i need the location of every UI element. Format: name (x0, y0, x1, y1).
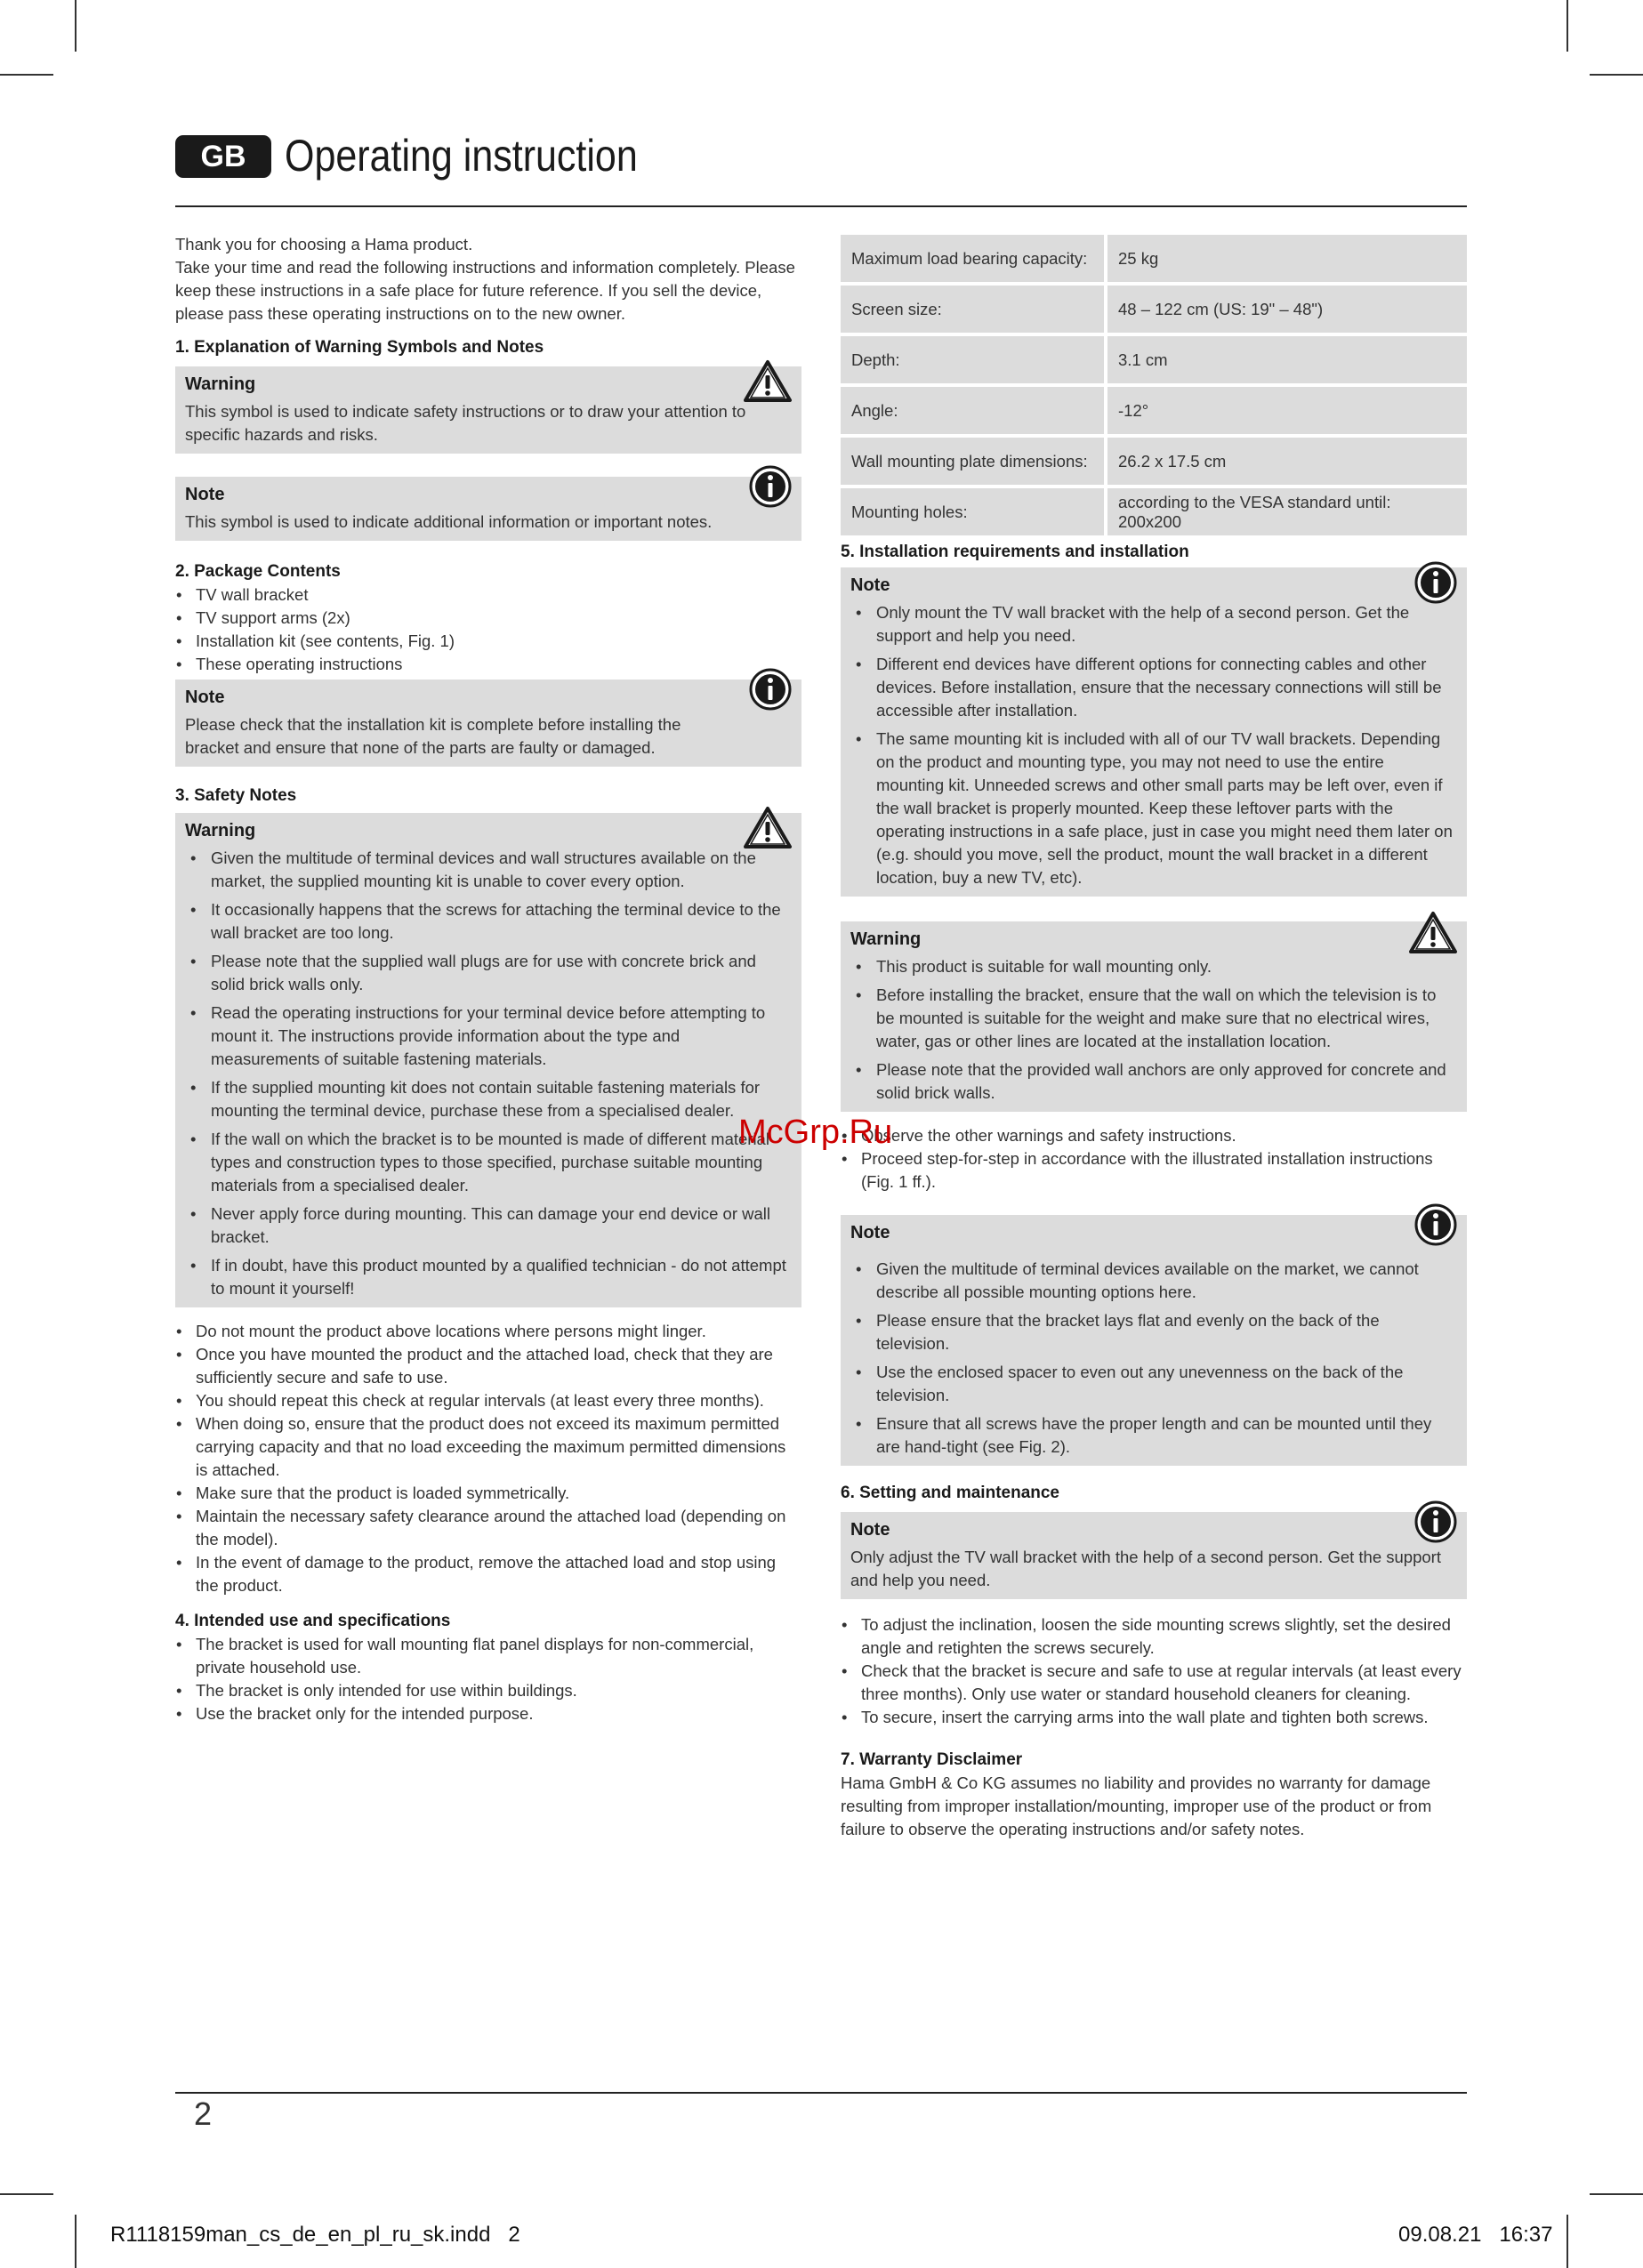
warranty-text: Hama GmbH & Co KG assumes no liability and provides no warranty for damage resulting from improper installation/mounting, improper use of the product or from failure to observe the operating instructions and/or safety notes. (841, 1773, 1432, 1838)
table-row (841, 438, 1467, 485)
table-row (841, 235, 1467, 282)
table-row (841, 336, 1467, 383)
section-3-heading: 3. Safety Notes (175, 786, 297, 805)
spec-label: Depth: (841, 336, 1104, 383)
info-icon (1413, 1202, 1458, 1251)
crop-mark (0, 2193, 53, 2195)
note-list (850, 601, 1454, 889)
list-item: • Different end devices have different options for connecting cables and other devices. Before installation, ensure that the necessary connections will still be accessible after installation. (850, 653, 1454, 722)
note-box (841, 1215, 1467, 1466)
list-item: • Ensure that all screws have the proper length and can be mounted until they are hand-tight (see Fig. 2). (850, 1412, 1454, 1459)
list-item: • Please ensure that the bracket lays flat and evenly on the back of the television. (850, 1309, 1454, 1355)
footer-divider (175, 2092, 1467, 2094)
note-box (841, 1512, 1467, 1599)
safety-notes-list (175, 1320, 801, 1597)
list-item: • Given the multitude of terminal devices available on the market, we cannot describe all possible mounting options here. (850, 1258, 1454, 1304)
spec-value: -12° (1104, 387, 1467, 434)
print-date-time: 09.08.21 16:37 (1398, 2223, 1553, 2247)
crop-mark (1566, 2215, 1568, 2268)
list-item: • To adjust the inclination, loosen the side mounting screws slightly, set the desired angle and retighten the screws securely. (841, 1613, 1467, 1660)
warning-box (175, 366, 801, 454)
list-item: • Once you have mounted the product and the attached load, check that they are sufficiently secure and safe to use. (175, 1343, 801, 1389)
spec-value: 48 – 122 cm (US: 19" – 48") (1104, 286, 1467, 333)
spec-value: according to the VESA standard until: 200x200 (1104, 488, 1467, 535)
list-item: • The bracket is only intended for use within buildings. (175, 1679, 801, 1702)
list-item: • Before installing the bracket, ensure that the wall on which the television is to be mounted is suitable for the weight and make sure that no electrical wires, water, gas or other lines are located at the installation location. (850, 984, 1454, 1053)
spec-value: 25 kg (1104, 235, 1467, 282)
warning-list (850, 955, 1454, 1105)
intro-line-2: Take your time and read the following instructions and information completely. Please keep these instructions in a safe place for future reference. If you sell the device, please pass these operating instructions on to the new owner. (175, 258, 795, 323)
list-item: • Make sure that the product is loaded symmetrically. (175, 1482, 801, 1505)
list-item: • Installation kit (see contents, Fig. 1) (175, 630, 801, 653)
list-item: • Use the bracket only for the intended purpose. (175, 1702, 801, 1725)
warning-title: Warning (185, 821, 256, 840)
list-item: • If in doubt, have this product mounted by a qualified technician - do not attempt to mount it yourself! (185, 1254, 789, 1300)
note-text: Only adjust the TV wall bracket with the help of a second person. Get the support and help you need. (850, 1548, 1441, 1589)
list-item: • Check that the bracket is secure and safe to use at regular intervals (at least every three months). Only use water or standard household cleaners for cleaning. (841, 1660, 1467, 1706)
header-divider (175, 205, 1467, 207)
spec-label: Screen size: (841, 286, 1104, 333)
language-badge: GB (175, 135, 271, 178)
warning-title: Warning (185, 374, 256, 394)
list-item: • This product is suitable for wall mounting only. (850, 955, 1454, 978)
list-item: • TV support arms (2x) (175, 607, 801, 630)
warning-text: This symbol is used to indicate safety instructions or to draw your attention to specific hazards and risks. (185, 402, 746, 444)
note-title: Note (850, 1520, 890, 1540)
note-box (841, 567, 1467, 897)
warning-list (185, 847, 789, 1300)
list-item: • Given the multitude of terminal devices and wall structures available on the market, the supplied mounting kit is unable to cover every option. (185, 847, 789, 893)
list-item: • When doing so, ensure that the product does not exceed its maximum permitted carrying capacity and that no load exceeding the maximum permitted dimensions is attached. (175, 1412, 801, 1482)
list-item: • Proceed step-for-step in accordance with the illustrated installation instructions (Fig. 1 ff.). (841, 1147, 1467, 1194)
list-item: • Read the operating instructions for your terminal device before attempting to mount it. The instructions provide information about the type and measurements of suitable fastening materials. (185, 1001, 789, 1071)
note-title: Note (185, 688, 225, 707)
section-7-heading: 7. Warranty Disclaimer (841, 1750, 1023, 1769)
note-text: This symbol is used to indicate additional information or important notes. (185, 512, 713, 531)
file-slug: R1118159man_cs_de_en_pl_ru_sk.indd 2 (110, 2223, 520, 2247)
intro-line-1: Thank you for choosing a Hama product. (175, 235, 473, 253)
list-item: • Please note that the supplied wall plugs are for use with concrete brick and solid brick walls only. (185, 950, 789, 996)
list-item: • The same mounting kit is included with all of our TV wall brackets. Depending on the product and mounting type, you may not need to use the entire mounting kit. Unneeded screws and other small parts may be left over, even if the wall bracket is properly mounted. Keep these leftover parts with the operating instructions in a safe place, just in case you might need them later on (e.g. should you move, sell the product, mount the wall bracket in a different location, buy a new TV, etc). (850, 728, 1454, 889)
spec-label: Maximum load bearing capacity: (841, 235, 1104, 282)
warning-box (841, 921, 1467, 1112)
crop-mark (1590, 2193, 1643, 2195)
warning-title: Warning (850, 929, 922, 949)
specifications-table (841, 231, 1467, 539)
left-column (175, 233, 801, 1725)
info-icon (748, 464, 793, 513)
note-text: Please check that the installation kit is complete before installing the bracket and ensure that none of the parts are faulty or damaged. (185, 715, 681, 757)
list-item: • You should repeat this check at regular intervals (at least every three months). (175, 1389, 801, 1412)
warning-triangle-icon (1408, 911, 1458, 960)
list-item: • To secure, insert the carrying arms into the wall plate and tighten both screws. (841, 1706, 1467, 1729)
note-box (175, 680, 801, 767)
page-title: Operating instruction (285, 131, 638, 181)
list-item: • The bracket is used for wall mounting flat panel displays for non-commercial, private household use. (175, 1633, 801, 1679)
note-box (175, 477, 801, 541)
section-4-heading: 4. Intended use and specifications (175, 1612, 451, 1630)
list-item: • Never apply force during mounting. This can damage your end device or wall bracket. (185, 1202, 789, 1249)
list-item: • If the supplied mounting kit does not contain suitable fastening materials for mounting the terminal device, purchase these from a specialised dealer. (185, 1076, 789, 1122)
list-item: • It occasionally happens that the screws for attaching the terminal device to the wall bracket are too long. (185, 898, 789, 945)
list-item: • Use the enclosed spacer to even out any unevenness on the back of the television. (850, 1361, 1454, 1407)
list-item: • Please note that the provided wall anchors are only approved for concrete and solid brick walls. (850, 1058, 1454, 1105)
spec-label: Wall mounting plate dimensions: (841, 438, 1104, 485)
list-item: • In the event of damage to the product, remove the attached load and stop using the product. (175, 1551, 801, 1597)
list-item: • If the wall on which the bracket is to be mounted is made of different material types and construction types to those specified, purchase suitable mounting materials from a specialised dealer. (185, 1128, 789, 1197)
table-row (841, 488, 1467, 535)
spec-value: 3.1 cm (1104, 336, 1467, 383)
list-item: • Observe the other warnings and safety instructions. (841, 1124, 1467, 1147)
crop-mark (75, 2215, 77, 2268)
note-title: Note (185, 485, 225, 504)
section-6-heading: 6. Setting and maintenance (841, 1484, 1059, 1502)
page-number: 2 (194, 2095, 213, 2132)
table-row (841, 387, 1467, 434)
info-icon (1413, 1500, 1458, 1548)
list-item: • Only mount the TV wall bracket with the help of a second person. Get the support and help you need. (850, 601, 1454, 647)
right-column (841, 235, 1467, 1841)
spec-label: Angle: (841, 387, 1104, 434)
intended-use-list (175, 1633, 801, 1725)
list-item: • Do not mount the product above locations where persons might linger. (175, 1320, 801, 1343)
maintenance-list (841, 1613, 1467, 1729)
note-title: Note (850, 1223, 890, 1243)
list-item: • Maintain the necessary safety clearance around the attached load (depending on the model). (175, 1505, 801, 1551)
section-5-heading: 5. Installation requirements and installation (841, 543, 1189, 561)
package-contents-list (175, 583, 801, 676)
info-icon (748, 667, 793, 716)
note-title: Note (850, 575, 890, 595)
table-row (841, 286, 1467, 333)
installation-list (841, 1124, 1467, 1194)
warning-box (175, 813, 801, 1307)
crop-mark (1566, 0, 1568, 52)
crop-mark (0, 74, 53, 76)
spec-label: Mounting holes: (841, 488, 1104, 535)
watermark: McGrp.Ru (738, 1114, 893, 1151)
list-item: • TV wall bracket (175, 583, 801, 607)
section-2-heading: 2. Package Contents (175, 562, 341, 581)
crop-mark (75, 0, 77, 52)
note-list (850, 1258, 1454, 1459)
list-item: • These operating instructions (175, 653, 801, 676)
warning-triangle-icon (743, 359, 793, 408)
crop-mark (1590, 74, 1643, 76)
section-1-heading: 1. Explanation of Warning Symbols and Notes (175, 338, 544, 357)
spec-value: 26.2 x 17.5 cm (1104, 438, 1467, 485)
